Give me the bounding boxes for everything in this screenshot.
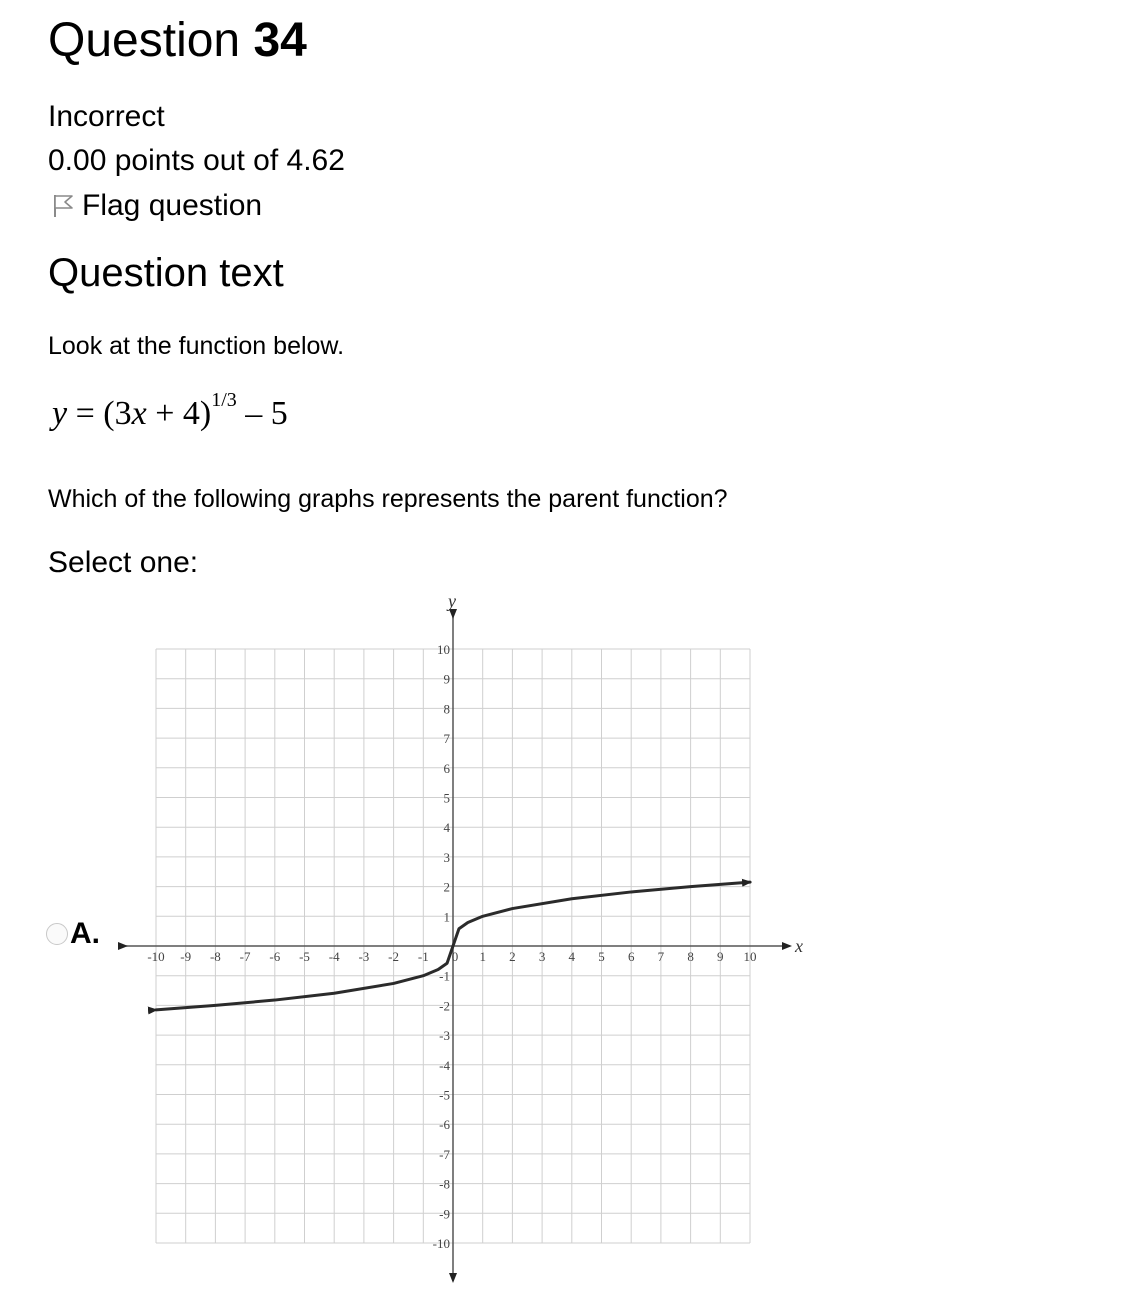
question-points: 0.00 points out of 4.62: [48, 144, 345, 177]
flag-icon: [48, 191, 78, 221]
x-tick-label: 8: [687, 949, 694, 964]
question-title: [48, 12, 307, 70]
x-tick-label: -8: [209, 949, 221, 964]
y-tick-label: 8: [443, 701, 450, 717]
y-tick-label: -10: [432, 1236, 450, 1251]
flag-question-label: Flag question: [82, 189, 263, 222]
x-tick-label: 3: [538, 949, 546, 964]
x-tick-label: -9: [180, 949, 192, 964]
y-tick-label: 4: [443, 820, 450, 836]
y-tick-label: -3: [439, 1028, 450, 1044]
y-tick-label: -2: [439, 998, 450, 1014]
x-tick-label: 2: [509, 949, 516, 964]
x-tick-label: 7: [657, 949, 665, 964]
y-tick-label: -4: [439, 1057, 450, 1073]
x-tick-label: 9: [717, 949, 724, 964]
x-tick-label: -4: [328, 949, 340, 964]
x-tick-label: -3: [358, 949, 370, 964]
x-tick-label: 0: [451, 949, 459, 964]
x-tick-label: -5: [299, 949, 310, 964]
option-a-letter: A.: [70, 917, 100, 950]
x-tick-label: -2: [388, 949, 400, 964]
y-tick-label: -7: [439, 1146, 450, 1162]
option-a-radio[interactable]: [46, 923, 68, 945]
y-tick-label: 2: [443, 879, 450, 895]
x-tick-label: 1: [479, 949, 486, 964]
question-prompt: Which of the following graphs represents the parent function?: [48, 485, 728, 513]
y-tick-label: 10: [437, 642, 450, 657]
select-one-label: Select one:: [48, 546, 199, 579]
y-tick-label: 6: [443, 760, 450, 776]
question-text-heading: Question text: [48, 251, 284, 295]
option-a-graph: [110, 588, 810, 1288]
y-tick-label: 9: [443, 671, 450, 687]
y-tick-label: 7: [443, 731, 450, 747]
x-tick-label: 5: [598, 949, 605, 964]
x-axis-label: x: [795, 936, 803, 956]
y-tick-label: 5: [443, 790, 450, 806]
x-tick-label: -1: [417, 949, 429, 964]
question-intro: Look at the function below.: [48, 332, 345, 360]
flag-question-link[interactable]: [48, 188, 262, 224]
function-formula: $y = (3x + 4)^{1/3} - 5$: [52, 389, 288, 432]
x-tick-label: -10: [147, 949, 165, 964]
y-tick-label: -6: [439, 1117, 450, 1133]
question-label: Question: [48, 14, 241, 67]
y-tick-label: -5: [439, 1087, 450, 1103]
x-tick-label: -7: [239, 949, 251, 964]
y-tick-label: -9: [439, 1206, 450, 1222]
y-axis-label: y: [448, 591, 456, 611]
x-tick-label: 6: [627, 949, 635, 964]
option-a[interactable]: [46, 916, 100, 952]
x-tick-label: 4: [568, 949, 576, 964]
x-tick-label: -6: [269, 949, 281, 964]
y-tick-label: -1: [439, 968, 450, 984]
y-tick-label: 1: [443, 909, 450, 925]
question-status: Incorrect: [48, 100, 165, 133]
question-number: 34: [253, 14, 307, 67]
y-tick-label: 3: [443, 849, 450, 865]
y-tick-label: -8: [439, 1176, 450, 1192]
x-tick-label: 10: [743, 949, 757, 964]
